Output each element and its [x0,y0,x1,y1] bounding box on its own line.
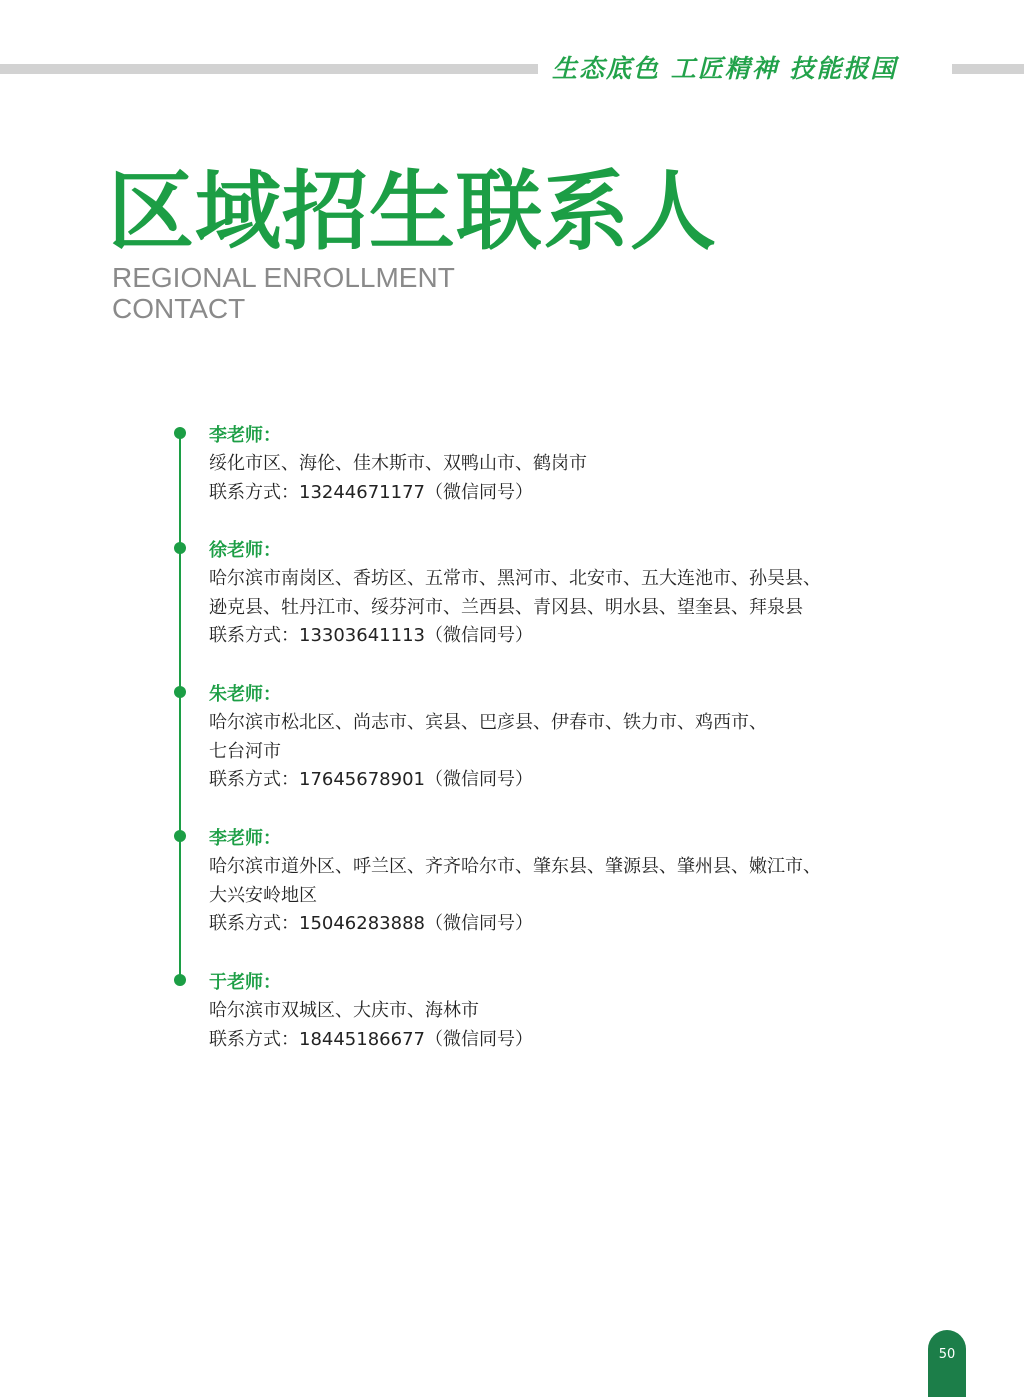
timeline-dot [174,830,186,842]
contact-region: 大兴安岭地区 [209,884,317,906]
header-rule-left [0,64,538,74]
contact-phone: 联系方式：17645678901（微信同号） [209,769,533,790]
contact-name: 徐老师： [209,540,281,561]
contact-region: 七台河市 [209,740,281,762]
contact-region: 哈尔滨市双城区、大庆市、海林市 [209,1000,479,1021]
page-title: 区域招生联系人 [108,162,717,262]
timeline-dot [174,427,186,439]
contact-name: 于老师： [209,972,281,993]
contact-region: 哈尔滨市道外区、呼兰区、齐齐哈尔市、肇东县、肇源县、肇州县、嫩江市、 [209,856,821,877]
contact-region: 绥化市区、海伦、佳木斯市、双鸭山市、鹤岗市 [209,453,587,474]
contact-region: 逊克县、牡丹江市、绥芬河市、兰西县、青冈县、明水县、望奎县、拜泉县 [209,596,803,618]
page-subtitle [112,262,532,324]
contact-block [209,536,909,651]
timeline-line [179,436,181,982]
contact-name: 李老师： [209,828,281,849]
contact-region: 哈尔滨市松北区、尚志市、宾县、巴彦县、伊春市、铁力市、鸡西市、 [209,712,767,733]
header-slogan: 生态底色 工匠精神 技能报国 [552,54,898,83]
contact-phone: 联系方式：15046283888（微信同号） [209,913,533,934]
contact-name: 李老师： [209,425,281,446]
timeline-dot [174,686,186,698]
page-subtitle-line-1: REGIONAL ENROLLMENT [112,262,455,293]
contact-block [209,421,909,507]
page-subtitle-line-2: CONTACT [112,293,246,324]
contact-phone: 联系方式：18445186677（微信同号） [209,1028,533,1050]
contact-block [209,968,909,1054]
contact-phone: 联系方式：13244671177（微信同号） [209,481,533,503]
contact-region: 哈尔滨市南岗区、香坊区、五常市、黑河市、北安市、五大连池市、孙吴县、 [209,568,821,589]
contact-phone: 联系方式：13303641113（微信同号） [209,625,533,646]
header-rule-right [952,64,1024,74]
page-number: 50 [928,1330,966,1397]
contact-block [209,680,909,795]
contact-block [209,824,909,939]
contact-name: 朱老师： [209,684,281,705]
timeline-dot [174,974,186,986]
timeline-dot [174,542,186,554]
